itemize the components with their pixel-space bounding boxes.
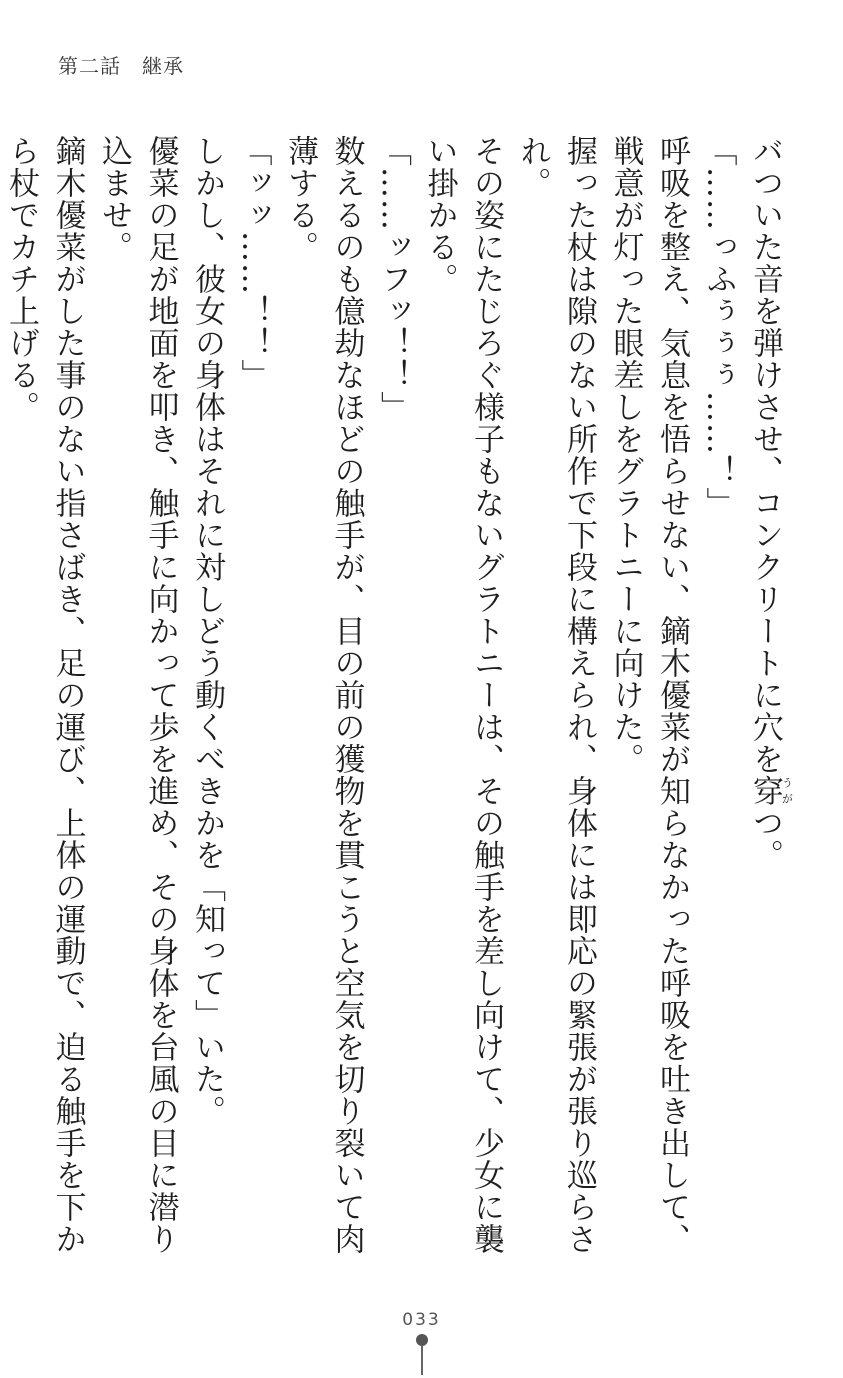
paragraph: その姿にたじろぐ様子もないグラトニーは、その触手を差し向けて、少女に襲い掛かる。 xyxy=(421,135,504,1255)
paragraph: 「ッッ……！！」 xyxy=(235,135,272,391)
paragraph: 優菜の足が地面を叩き、触手に向かって歩を進め、その身体を台風の目に潜り込ませ。 xyxy=(96,135,179,1255)
paragraph: しかし、彼女の身体はそれに対しどう動くべきかを「知って」いた。 xyxy=(189,135,225,1127)
body-text xyxy=(0,135,793,1260)
paragraph: バついた音を弾けさせ、コンクリートに穴を穿うがつ。 xyxy=(747,135,794,871)
running-head: 第二話 継承 xyxy=(58,54,184,78)
ruby-annotation: 穿うが xyxy=(747,775,794,807)
paragraph: 数えるのも億劫なほどの触手が、目の前の獲物を貫こうと空気を切り裂いて肉薄する。 xyxy=(282,135,365,1255)
paragraph: 「……ッフッ！！」 xyxy=(375,135,411,423)
paragraph: 鏑木優菜がした事のない指さばき、足の運び、上体の運動で、迫る触手を下から杖でカチ上げる。 xyxy=(3,135,86,1255)
paragraph: 「……っふぅぅぅ……！」 xyxy=(700,135,737,519)
page-number: 033 xyxy=(402,1310,441,1330)
paragraph: 握った杖は隙のない所作で下段に構えられ、身体には即応の緊張が張り巡らされ。 xyxy=(514,135,597,1255)
paragraph: 呼吸を整え、気息を悟らせない、鏑木優菜が知らなかった呼吸を吐き出して、戦意が灯った眼差しをグラトニーに向けた。 xyxy=(607,135,690,1255)
folio-line-ornament xyxy=(421,1345,423,1375)
